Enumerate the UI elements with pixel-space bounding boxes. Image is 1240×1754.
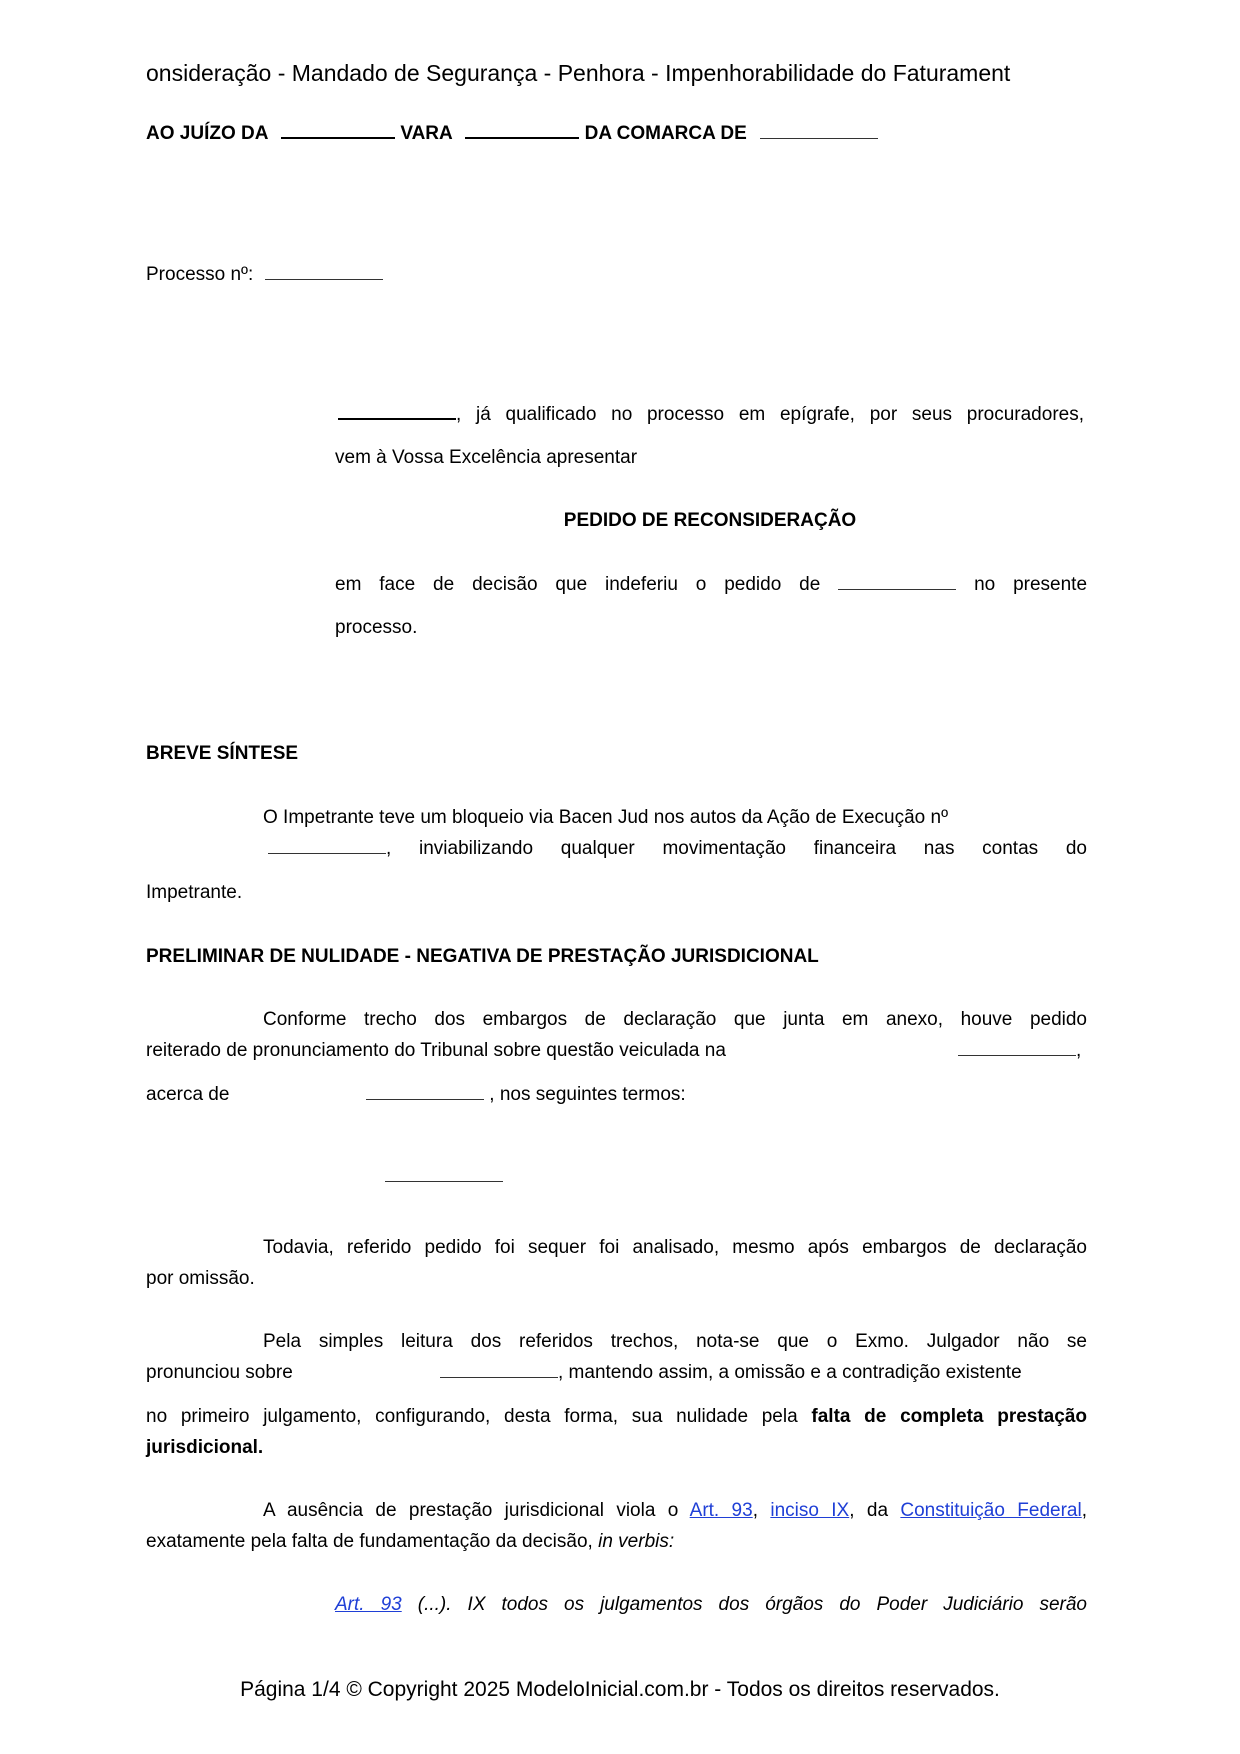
- quote-text: (...). IX todos os julgamentos dos órgãos do Poder Judiciário serão: [417, 1594, 1088, 1615]
- separator: ,: [1081, 1500, 1087, 1521]
- preliminary-p3-line-2b: [440, 1362, 1022, 1384]
- intro-line-1: [338, 404, 1084, 426]
- page-footer: Página 1/4 © Copyright 2025 ModeloInicial.com.br - Todos os direitos reservados.: [240, 1678, 1000, 1701]
- link-inciso-ix[interactable]: inciso IX: [770, 1500, 850, 1521]
- separator: ,: [752, 1500, 758, 1521]
- in-verbis-text: in verbis:: [598, 1531, 675, 1552]
- decision-text-a: em face de decisão que indeferiu o pedido de: [335, 574, 821, 595]
- intro-text-1: , já qualificado no processo em epígrafe, por seus procuradores,: [456, 404, 1084, 425]
- section-heading-synthesis: BREVE SÍNTESE: [146, 743, 299, 764]
- preliminary-p1-text-3: , nos seguintes termos:: [489, 1084, 686, 1105]
- process-number-blank[interactable]: [265, 265, 383, 280]
- synthesis-text-2: , inviabilizando qualquer movimentação financeira nas contas do: [386, 838, 1087, 859]
- preliminary-p2-line-1: [263, 1237, 1087, 1259]
- subject-blank[interactable]: [366, 1085, 484, 1100]
- link-art-93[interactable]: Art. 93: [689, 1500, 753, 1521]
- preliminary-p4-line-1: [263, 1500, 1087, 1522]
- preliminary-p1-line-3b: [366, 1084, 686, 1106]
- quoted-excerpt-blank-line: [385, 1166, 503, 1188]
- process-number-line: [146, 264, 383, 286]
- link-constituicao-federal[interactable]: Constituição Federal: [900, 1500, 1082, 1521]
- blank-field[interactable]: [281, 123, 395, 139]
- link-quote-art-93[interactable]: Art. 93: [335, 1594, 402, 1615]
- party-name-blank[interactable]: [338, 404, 456, 420]
- preliminary-p1-text-1: Conforme trecho dos embargos de declaração que junta em anexo, houve pedido: [263, 1009, 1087, 1030]
- preliminary-p1-line-2: [146, 1040, 726, 1062]
- synthesis-line-2: [268, 838, 1087, 860]
- intro-line-2: vem à Vossa Excelência apresentar: [335, 447, 638, 468]
- separator: , da: [849, 1500, 889, 1521]
- emphasis-text: falta de completa prestação: [811, 1406, 1087, 1427]
- section-heading-preliminary: PRELIMINAR DE NULIDADE - NEGATIVA DE PRESTAÇÃO JURISDICIONAL: [146, 946, 819, 967]
- preliminary-p3-line-3: [146, 1406, 1087, 1428]
- preliminary-p3-line-2a: pronunciou sobre: [146, 1362, 293, 1383]
- preliminary-p3-text-3: no primeiro julgamento, configurando, desta forma, sua nulidade pela: [146, 1406, 798, 1427]
- preliminary-p1-line-3a: acerca de: [146, 1084, 230, 1105]
- topic-blank[interactable]: [440, 1363, 558, 1378]
- petition-title: PEDIDO DE RECONSIDERAÇÃO: [563, 510, 857, 531]
- preliminary-p3-text-1: Pela simples leitura dos referidos trechos, nota-se que o Exmo. Julgador não se: [263, 1331, 1087, 1352]
- preliminary-p2-text-1: Todavia, referido pedido foi sequer foi analisado, mesmo após embargos de declaração: [263, 1237, 1087, 1258]
- preliminary-p1-text-2: reiterado de pronunciamento do Tribunal sobre questão veiculada na: [146, 1040, 726, 1061]
- comma: ,: [1076, 1040, 1082, 1061]
- preliminary-p3-text-2: , mantendo assim, a omissão e a contradição existente: [558, 1362, 1022, 1383]
- process-label: Processo nº:: [146, 264, 254, 285]
- blank-field[interactable]: [465, 123, 579, 139]
- preliminary-p3-line-4: jurisdicional.: [146, 1437, 264, 1458]
- address-part-2: VARA: [400, 123, 453, 144]
- decision-line-1: [335, 574, 1087, 596]
- preliminary-p4-text-1: A ausência de prestação jurisdicional viola o: [263, 1500, 679, 1521]
- address-part-1: AO JUÍZO DA: [146, 123, 268, 144]
- preliminary-p1-line-2-end: [958, 1040, 1081, 1062]
- synthesis-line-1: O Impetrante teve um bloqueio via Bacen Jud nos autos da Ação de Execução nº: [263, 807, 949, 828]
- excerpt-blank[interactable]: [385, 1167, 503, 1182]
- preliminary-p4-text-2: exatamente pela falta de fundamentação da decisão,: [146, 1531, 593, 1552]
- court-address: [146, 123, 878, 145]
- blank-field[interactable]: [760, 124, 878, 139]
- execution-number-blank[interactable]: [268, 839, 386, 854]
- decision-line-2: processo.: [335, 617, 418, 638]
- constitution-quote: [335, 1594, 1087, 1616]
- matter-blank[interactable]: [958, 1041, 1076, 1056]
- address-part-3: DA COMARCA DE: [584, 123, 747, 144]
- preliminary-p3-line-1: [263, 1331, 1087, 1353]
- preliminary-p2-line-2: por omissão.: [146, 1268, 255, 1289]
- synthesis-line-3: Impetrante.: [146, 882, 243, 903]
- preliminary-p4-line-2: [146, 1531, 674, 1553]
- request-blank[interactable]: [838, 575, 956, 590]
- decision-text-b: no presente: [974, 574, 1088, 595]
- document-running-header: onsideração - Mandado de Segurança - Penhora - Impenhorabilidade do Faturament: [146, 60, 1011, 86]
- preliminary-p1-line-1: [263, 1009, 1087, 1031]
